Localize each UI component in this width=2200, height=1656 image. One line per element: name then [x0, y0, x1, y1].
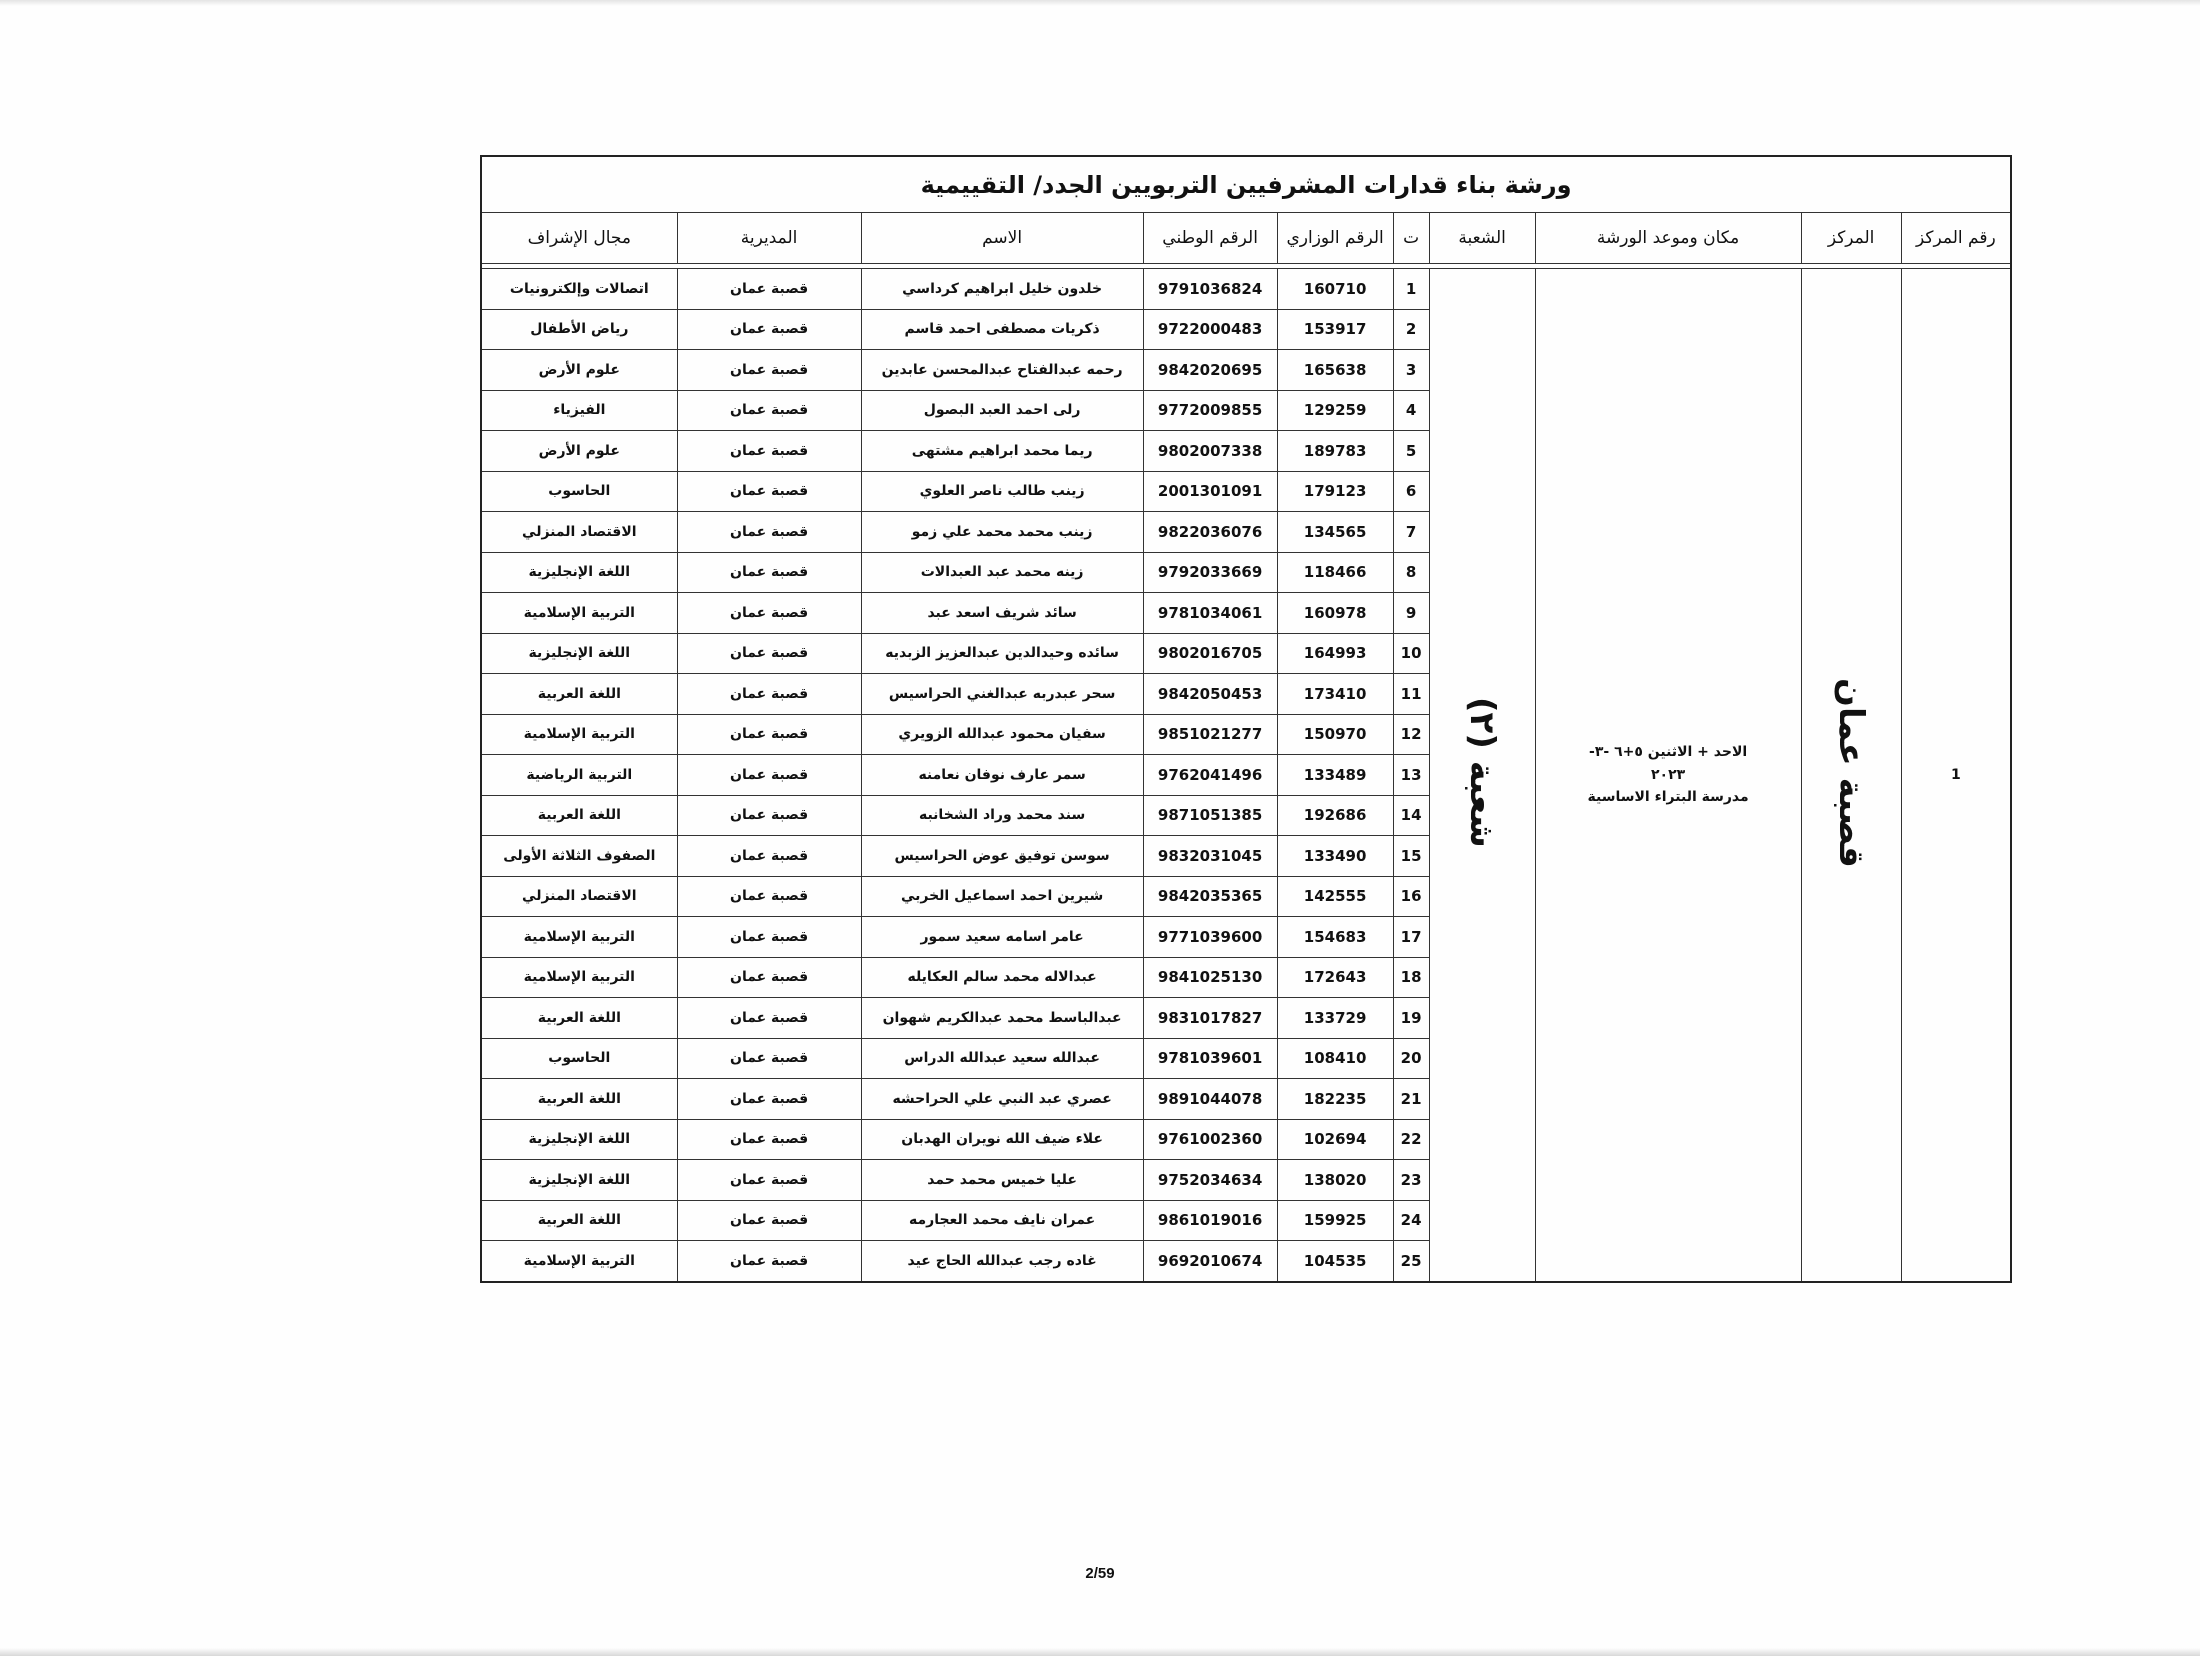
ministry-no-cell: 133490 [1277, 836, 1393, 877]
seq-cell: 18 [1393, 957, 1429, 998]
ministry-no-cell: 173410 [1277, 674, 1393, 715]
directorate-cell: قصبة عمان [677, 512, 861, 553]
ministry-no-cell: 160978 [1277, 593, 1393, 634]
name-cell: عامر اسامه سعيد سمور [861, 917, 1143, 958]
national-no-cell: 9832031045 [1143, 836, 1277, 877]
seq-cell: 16 [1393, 876, 1429, 917]
name-cell: خلدون خليل ابراهيم كرداسي [861, 269, 1143, 310]
seq-cell: 10 [1393, 633, 1429, 674]
seq-cell: 19 [1393, 998, 1429, 1039]
directorate-cell: قصبة عمان [677, 309, 861, 350]
ministry-no-cell: 192686 [1277, 795, 1393, 836]
national-no-cell: 9781034061 [1143, 593, 1277, 634]
national-no-cell: 9752034634 [1143, 1160, 1277, 1201]
seq-cell: 8 [1393, 552, 1429, 593]
field-cell: التربية الإسلامية [481, 714, 677, 755]
seq-cell: 12 [1393, 714, 1429, 755]
ministry-no-cell: 118466 [1277, 552, 1393, 593]
table-row [481, 269, 2011, 310]
rows-body [481, 269, 2011, 1282]
seq-cell: 15 [1393, 836, 1429, 877]
seq-cell: 6 [1393, 471, 1429, 512]
name-cell: سحر عبدربه عبدالغني الحراسيس [861, 674, 1143, 715]
venue-name-line: مدرسة البتراء الاساسية [1587, 788, 1749, 805]
national-no-cell: 9761002360 [1143, 1119, 1277, 1160]
directorate-cell: قصبة عمان [677, 1038, 861, 1079]
field-cell: اتصالات وإلكترونيات [481, 269, 677, 310]
field-cell: اللغة العربية [481, 1079, 677, 1120]
directorate-cell: قصبة عمان [677, 593, 861, 634]
ministry-no-cell: 164993 [1277, 633, 1393, 674]
directorate-cell: قصبة عمان [677, 795, 861, 836]
national-no-cell: 9842050453 [1143, 674, 1277, 715]
national-no-cell: 9842020695 [1143, 350, 1277, 391]
field-cell: اللغة العربية [481, 674, 677, 715]
seq-cell: 21 [1393, 1079, 1429, 1120]
field-cell: التربية الرياضية [481, 755, 677, 796]
name-cell: سفيان محمود عبدالله الزويري [861, 714, 1143, 755]
national-no-cell: 9792033669 [1143, 552, 1277, 593]
ministry-no-cell: 172643 [1277, 957, 1393, 998]
seq-cell: 25 [1393, 1241, 1429, 1282]
directorate-cell: قصبة عمان [677, 431, 861, 472]
name-cell: علاء ضيف الله نويران الهدبان [861, 1119, 1143, 1160]
name-cell: غاده رجب عبدالله الحاج عيد [861, 1241, 1143, 1282]
seq-cell: 3 [1393, 350, 1429, 391]
ministry-no-cell: 159925 [1277, 1200, 1393, 1241]
seq-cell: 20 [1393, 1038, 1429, 1079]
national-no-cell: 9762041496 [1143, 755, 1277, 796]
scan-top-edge [0, 0, 2200, 6]
seq-cell: 4 [1393, 390, 1429, 431]
header-venue-date: مكان وموعد الورشة [1535, 213, 1801, 264]
ministry-no-cell: 160710 [1277, 269, 1393, 310]
national-no-cell: 9722000483 [1143, 309, 1277, 350]
ministry-no-cell: 153917 [1277, 309, 1393, 350]
field-cell: اللغة الإنجليزية [481, 633, 677, 674]
name-cell: عصري عبد النبي علي الحراحشه [861, 1079, 1143, 1120]
seq-cell: 22 [1393, 1119, 1429, 1160]
seq-cell: 5 [1393, 431, 1429, 472]
field-cell: التربية الإسلامية [481, 593, 677, 634]
field-cell: اللغة الإنجليزية [481, 552, 677, 593]
ministry-no-cell: 150970 [1277, 714, 1393, 755]
center-name-text: قصبة عمان [1831, 677, 1872, 868]
directorate-cell: قصبة عمان [677, 390, 861, 431]
field-cell: علوم الأرض [481, 431, 677, 472]
directorate-cell: قصبة عمان [677, 471, 861, 512]
field-cell: التربية الإسلامية [481, 957, 677, 998]
national-no-cell: 9851021277 [1143, 714, 1277, 755]
seq-cell: 13 [1393, 755, 1429, 796]
section-text: شعبة (٢) [1462, 697, 1503, 849]
directorate-cell: قصبة عمان [677, 552, 861, 593]
national-no-cell: 9842035365 [1143, 876, 1277, 917]
participants-table [480, 155, 2012, 1283]
national-no-cell: 9781039601 [1143, 1038, 1277, 1079]
national-no-cell: 9802007338 [1143, 431, 1277, 472]
field-cell: اللغة العربية [481, 998, 677, 1039]
page-title: ورشة بناء قدارات المشرفيين التربويين الجدد/ التقييمية [481, 156, 2011, 213]
field-cell: علوم الأرض [481, 350, 677, 391]
field-cell: الصفوف الثلاثة الأولى [481, 836, 677, 877]
seq-cell: 14 [1393, 795, 1429, 836]
name-cell: زينب محمد محمد علي زمو [861, 512, 1143, 553]
header-seq: ت [1393, 213, 1429, 264]
seq-cell: 1 [1393, 269, 1429, 310]
national-no-cell: 9771039600 [1143, 917, 1277, 958]
header-field: مجال الإشراف [481, 213, 677, 264]
header-directorate: المديرية [677, 213, 861, 264]
national-no-cell: 2001301091 [1143, 471, 1277, 512]
national-no-cell: 9692010674 [1143, 1241, 1277, 1282]
venue-date-line-1: الاحد + الاثنين ٥+٦ -٣- [1589, 744, 1748, 761]
seq-cell: 17 [1393, 917, 1429, 958]
ministry-no-cell: 189783 [1277, 431, 1393, 472]
name-cell: عبدالاله محمد سالم العكايله [861, 957, 1143, 998]
field-cell: اللغة العربية [481, 795, 677, 836]
ministry-no-cell: 179123 [1277, 471, 1393, 512]
venue-date-cell [1535, 269, 1801, 1282]
national-no-cell: 9841025130 [1143, 957, 1277, 998]
ministry-no-cell: 182235 [1277, 1079, 1393, 1120]
ministry-no-cell: 129259 [1277, 390, 1393, 431]
field-cell: اللغة الإنجليزية [481, 1119, 677, 1160]
directorate-cell: قصبة عمان [677, 917, 861, 958]
name-cell: رلى احمد العبد البصول [861, 390, 1143, 431]
national-no-cell: 9791036824 [1143, 269, 1277, 310]
header-section: الشعبة [1429, 213, 1535, 264]
national-no-cell: 9861019016 [1143, 1200, 1277, 1241]
seq-cell: 24 [1393, 1200, 1429, 1241]
ministry-no-cell: 133729 [1277, 998, 1393, 1039]
field-cell: اللغة العربية [481, 1200, 677, 1241]
ministry-no-cell: 108410 [1277, 1038, 1393, 1079]
field-cell: الاقتصاد المنزلي [481, 512, 677, 553]
field-cell: الحاسوب [481, 471, 677, 512]
directorate-cell: قصبة عمان [677, 998, 861, 1039]
seq-cell: 2 [1393, 309, 1429, 350]
directorate-cell: قصبة عمان [677, 1200, 861, 1241]
ministry-no-cell: 133489 [1277, 755, 1393, 796]
field-cell: الحاسوب [481, 1038, 677, 1079]
name-cell: ريما محمد ابراهيم مشتهى [861, 431, 1143, 472]
name-cell: عليا خميس محمد حمد [861, 1160, 1143, 1201]
name-cell: سوسن توفيق عوض الحراسيس [861, 836, 1143, 877]
directorate-cell: قصبة عمان [677, 755, 861, 796]
name-cell: رحمه عبدالفتاح عبدالمحسن عابدين [861, 350, 1143, 391]
name-cell: سائد شريف اسعد عبد [861, 593, 1143, 634]
name-cell: سمر عارف نوفان نعامنه [861, 755, 1143, 796]
directorate-cell: قصبة عمان [677, 714, 861, 755]
venue-date-line-2: ٢٠٢٣ [1651, 766, 1686, 783]
directorate-cell: قصبة عمان [677, 876, 861, 917]
header-ministry-no: الرقم الوزاري [1277, 213, 1393, 264]
ministry-no-cell: 104535 [1277, 1241, 1393, 1282]
header-center-no: رقم المركز [1901, 213, 2011, 264]
national-no-cell: 9871051385 [1143, 795, 1277, 836]
name-cell: عمران نايف محمد العجارمه [861, 1200, 1143, 1241]
field-cell: اللغة الإنجليزية [481, 1160, 677, 1201]
header-national-no: الرقم الوطني [1143, 213, 1277, 264]
name-cell: زينب طالب ناصر العلوي [861, 471, 1143, 512]
field-cell: التربية الإسلامية [481, 917, 677, 958]
ministry-no-cell: 154683 [1277, 917, 1393, 958]
national-no-cell: 9831017827 [1143, 998, 1277, 1039]
directorate-cell: قصبة عمان [677, 836, 861, 877]
center-number-cell: 1 [1901, 269, 2011, 1282]
national-no-cell: 9772009855 [1143, 390, 1277, 431]
field-cell: التربية الإسلامية [481, 1241, 677, 1282]
name-cell: زينه محمد عبد العبدالات [861, 552, 1143, 593]
directorate-cell: قصبة عمان [677, 633, 861, 674]
directorate-cell: قصبة عمان [677, 957, 861, 998]
directorate-cell: قصبة عمان [677, 1241, 861, 1282]
ministry-no-cell: 102694 [1277, 1119, 1393, 1160]
directorate-cell: قصبة عمان [677, 1079, 861, 1120]
name-cell: ذكريات مصطفى احمد قاسم [861, 309, 1143, 350]
directorate-cell: قصبة عمان [677, 674, 861, 715]
field-cell: رياض الأطفال [481, 309, 677, 350]
center-cell [1801, 269, 1901, 1282]
header-name: الاسم [861, 213, 1143, 264]
name-cell: سند محمد وراد الشخانبه [861, 795, 1143, 836]
seq-cell: 11 [1393, 674, 1429, 715]
section-cell [1429, 269, 1535, 1282]
directorate-cell: قصبة عمان [677, 1119, 861, 1160]
ministry-no-cell: 165638 [1277, 350, 1393, 391]
seq-cell: 9 [1393, 593, 1429, 634]
national-no-cell: 9822036076 [1143, 512, 1277, 553]
national-no-cell: 9802016705 [1143, 633, 1277, 674]
national-no-cell: 9891044078 [1143, 1079, 1277, 1120]
name-cell: شيرين احمد اسماعيل الخربي [861, 876, 1143, 917]
field-cell: الفيزياء [481, 390, 677, 431]
header-center: المركز [1801, 213, 1901, 264]
name-cell: عبدالله سعيد عبدالله الدراس [861, 1038, 1143, 1079]
ministry-no-cell: 142555 [1277, 876, 1393, 917]
seq-cell: 23 [1393, 1160, 1429, 1201]
page-number: 2/59 [1085, 1565, 1115, 1582]
seq-cell: 7 [1393, 512, 1429, 553]
scan-bottom-edge [0, 1648, 2200, 1656]
name-cell: سائده وحيدالدين عبدالعزيز الزبديه [861, 633, 1143, 674]
name-cell: عبدالباسط محمد عبدالكريم شهوان [861, 998, 1143, 1039]
directorate-cell: قصبة عمان [677, 1160, 861, 1201]
ministry-no-cell: 138020 [1277, 1160, 1393, 1201]
ministry-no-cell: 134565 [1277, 512, 1393, 553]
directorate-cell: قصبة عمان [677, 350, 861, 391]
directorate-cell: قصبة عمان [677, 269, 861, 310]
field-cell: الاقتصاد المنزلي [481, 876, 677, 917]
